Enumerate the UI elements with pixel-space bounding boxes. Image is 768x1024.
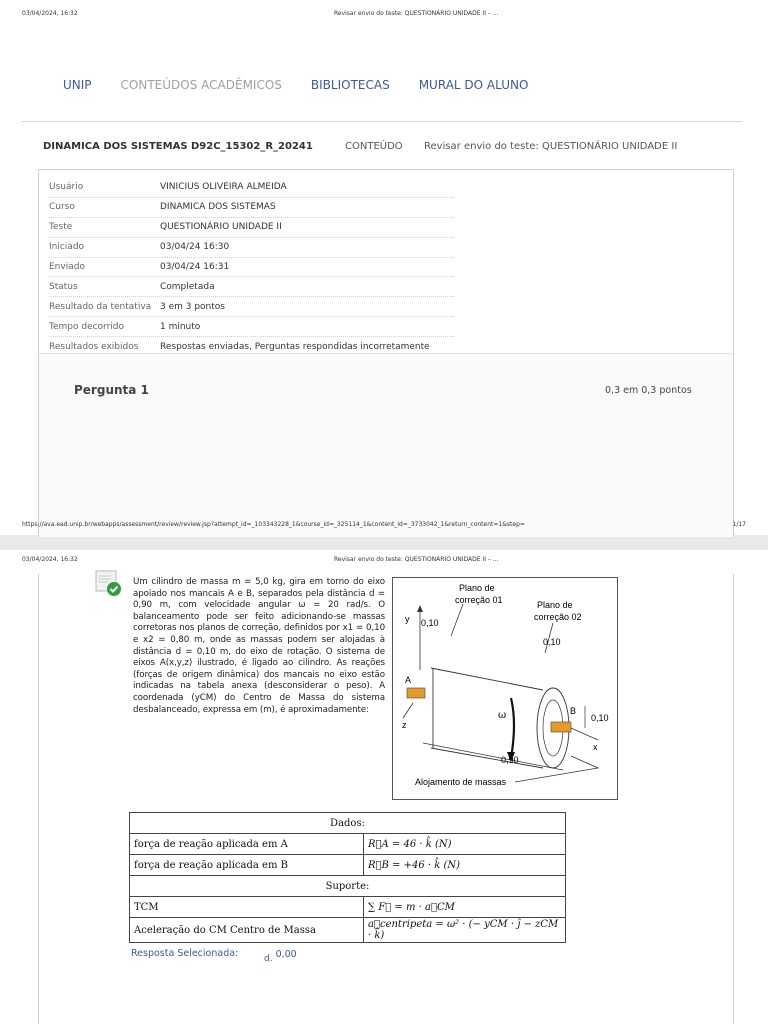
detail-row [49, 238, 454, 258]
print-url: https://ava.ead.unip.br/webapps/assessment/review/review.jsp?attempt_id=_103343228_1&course_id=_325114_1&content_id=_3733042_1&return_content=1&step= [22, 521, 525, 528]
fig-label-b: B [570, 706, 577, 716]
detail-row [49, 297, 454, 317]
breadcrumb-course[interactable]: DINAMICA DOS SISTEMAS D92C_15302_R_20241 [43, 141, 313, 152]
table-cell: ∑ F⃗ = m · a⃗CM [364, 897, 566, 918]
detail-value: 03/04/24 16:30 [160, 242, 230, 253]
detail-row [49, 317, 454, 337]
table-row [130, 813, 566, 834]
fig-label-y: y [405, 614, 410, 624]
attempt-details [49, 178, 454, 357]
review-panel [38, 169, 734, 536]
breadcrumb-current: Revisar envio do teste: QUESTIONÁRIO UNIDADE II [424, 141, 678, 152]
question-header [39, 353, 733, 537]
detail-label: Enviado [49, 262, 85, 272]
response-letter: d. [264, 954, 273, 964]
fig-label-a: A [405, 675, 412, 685]
table-cell: força de reação aplicada em A [130, 834, 364, 855]
question-title: Pergunta 1 [74, 383, 149, 397]
detail-row [49, 178, 454, 198]
response-label: Resposta Selecionada: [131, 948, 239, 959]
fig-dim-len: 0,90 [501, 755, 519, 765]
print-title: Revisar envio do teste: QUESTIONÁRIO UNIDADE II – ... [334, 556, 499, 563]
detail-label: Tempo decorrido [49, 321, 125, 332]
table-row [130, 918, 566, 943]
response-answer [264, 949, 297, 964]
fig-dim-left: 0,10 [421, 618, 439, 628]
table-suporte-title: Suporte: [130, 876, 566, 897]
detail-value: 3 em 3 pontos [160, 301, 225, 312]
fig-label-omega: ω [498, 710, 507, 721]
fig-plano1-line2: correção 01 [455, 595, 503, 605]
fig-label-x: x [593, 742, 598, 752]
table-cell: TCM [130, 897, 364, 918]
top-navigation [63, 78, 528, 92]
detail-label: Resultado da tentativa [49, 301, 152, 312]
fig-plano2-line1: Plano de [537, 600, 573, 610]
detail-row [49, 258, 454, 278]
nav-unip[interactable]: UNIP [63, 78, 92, 92]
fig-dim-top: 0,10 [543, 637, 561, 647]
detail-label: Usuário [49, 182, 84, 193]
table-row [130, 876, 566, 897]
detail-value: QUESTIONÁRIO UNIDADE II [160, 222, 282, 233]
detail-value: VINICIUS OLIVEIRA ALMEIDA [160, 182, 287, 193]
selected-response [131, 948, 297, 964]
nav-conteudos-academicos[interactable]: CONTEÚDOS ACADÊMICOS [120, 78, 282, 92]
table-cell: força de reação aplicada em B [130, 855, 364, 876]
question-points: 0,3 em 0,3 pontos [605, 385, 692, 396]
detail-row [49, 218, 454, 238]
detail-label: Teste [49, 222, 73, 233]
detail-value: 1 minuto [160, 321, 201, 332]
fig-caption: Alojamento de massas [415, 777, 507, 787]
detail-value: 03/04/24 16:31 [160, 262, 230, 272]
detail-label: Resultados exibidos [49, 341, 139, 352]
detail-label: Curso [49, 202, 75, 213]
question-text: Um cilindro de massa m = 5,0 kg, gira em torno do eixo apoiado nos mancais A e B, separados pela distância d = 0,90 m, com velocidade angular ω = 20 rad/s. O balanceamento pode ser feito adicionando-se massas corretoras nos planos de correção, definidos por x1 = 0,10 e x2 = 0,80 m, onde as massas podem ser alojadas à distância d = 0,10 m, do eixo de rotação. O sistema de eixos A(x,y,z) ilustrado, é ligado ao cilindro. As reações (forças de origem dinâmica) dos mancais no eixo estão indicadas na tabela anexa (desconsiderar o peso). A coordenada (yCM) do Centro de Massa do sistema desbalanceado, expressa em (m), é aproximadamente: [133, 577, 385, 715]
detail-value: Completada [160, 281, 215, 292]
print-date: 03/04/2024, 16:32 [22, 556, 78, 563]
table-row [130, 834, 566, 855]
fig-label-z: z [402, 720, 407, 730]
cylinder-figure [392, 577, 618, 800]
table-cell: Aceleração do CM Centro de Massa [130, 918, 364, 943]
data-table [129, 812, 566, 943]
print-date: 03/04/2024, 16:32 [22, 10, 78, 17]
fig-plano2-line2: correção 02 [534, 612, 582, 622]
detail-value: Respostas enviadas, Perguntas respondidas incorretamente [160, 341, 430, 352]
breadcrumb-content[interactable]: CONTEÚDO [345, 141, 403, 152]
table-cell: a⃗centripeta = ω² · (− yCM · ĵ − zCM · k̂) [364, 918, 566, 943]
table-row [130, 897, 566, 918]
fig-plano1-line1: Plano de [459, 583, 495, 593]
nav-mural-do-aluno[interactable]: MURAL DO ALUNO [418, 78, 529, 92]
fig-dim-right: 0,10 [591, 713, 609, 723]
breadcrumb [43, 141, 678, 152]
table-row [130, 855, 566, 876]
correct-answer-check-icon [95, 570, 123, 598]
table-dados-title: Dados: [130, 813, 566, 834]
table-cell: R⃗A = 46 · k̂ (N) [364, 834, 566, 855]
table-cell: R⃗B = +46 · k̂ (N) [364, 855, 566, 876]
print-page-number: 1/17 [732, 521, 746, 528]
nav-bibliotecas[interactable]: BIBLIOTECAS [310, 78, 390, 92]
detail-label: Iniciado [49, 242, 85, 253]
response-value: 0,00 [275, 949, 297, 960]
fig-bearing-b [551, 722, 571, 732]
detail-value: DINAMICA DOS SISTEMAS [160, 202, 276, 213]
detail-row [49, 198, 454, 218]
detail-label: Status [49, 281, 78, 292]
fig-bearing-a [407, 688, 425, 698]
detail-row [49, 277, 454, 297]
print-title: Revisar envio do teste: QUESTIONÁRIO UNIDADE II – ... [334, 10, 499, 17]
nav-divider [22, 121, 742, 122]
